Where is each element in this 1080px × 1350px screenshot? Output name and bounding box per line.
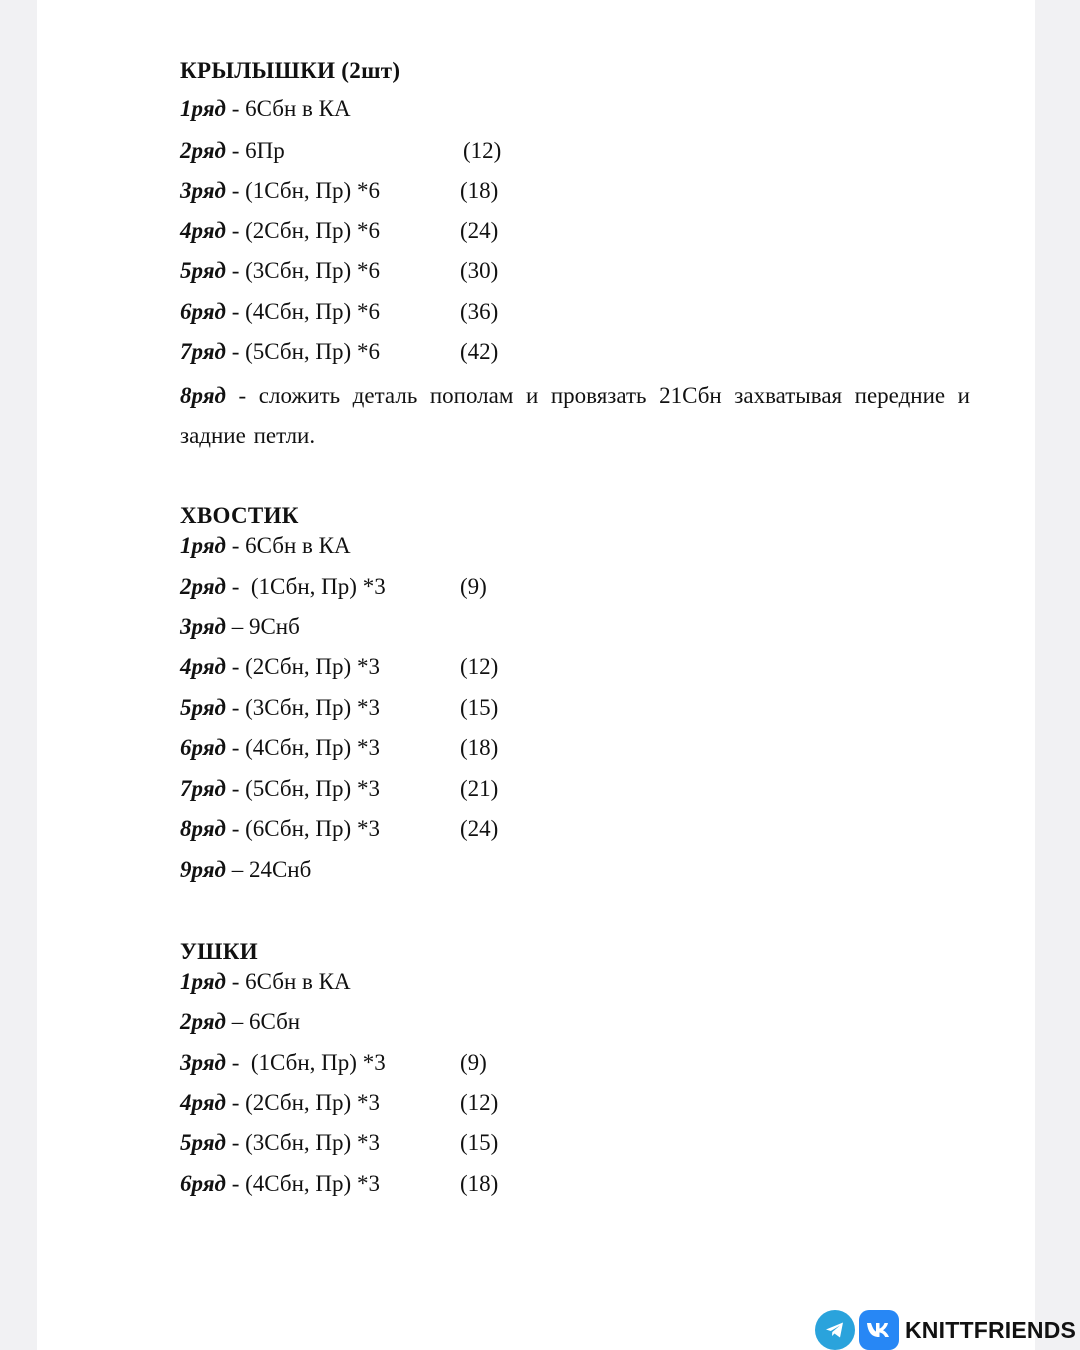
pattern-row	[180, 218, 970, 248]
pattern-row	[180, 857, 970, 887]
pattern-row	[180, 1050, 970, 1080]
section-title: УШКИ	[180, 939, 258, 964]
row-label: 1ряд	[180, 96, 226, 121]
row-count: (42)	[460, 339, 499, 364]
row-separator: -	[225, 735, 246, 760]
pattern-row	[180, 1130, 970, 1160]
row-label: 4ряд	[180, 218, 226, 243]
row-label: 1ряд	[180, 969, 226, 994]
brand-name: KNITTFRIENDS	[905, 1316, 1077, 1343]
row-label: 7ряд	[180, 776, 226, 801]
row-count: (24)	[460, 816, 499, 841]
row-separator: –	[225, 1009, 249, 1034]
pattern-row	[180, 1090, 970, 1120]
pattern-row	[180, 574, 970, 604]
row-count: (12)	[460, 654, 499, 679]
pattern-row	[180, 1171, 970, 1201]
row-instruction: (2Сбн, Пр) *3	[245, 1090, 380, 1115]
row-count: (18)	[460, 1171, 499, 1196]
row-separator: -	[225, 816, 246, 841]
row-count: (30)	[460, 258, 499, 283]
row-label: 7ряд	[180, 339, 226, 364]
section-title: КРЫЛЫШКИ (2шт)	[180, 58, 401, 83]
row-separator: -	[225, 1050, 251, 1075]
pattern-row	[180, 735, 970, 765]
row-instruction: сложить деталь пополам и провязать 21Сбн захватывая передние и	[258, 383, 970, 408]
row-instruction: (3Сбн, Пр) *3	[245, 1130, 380, 1155]
telegram-icon[interactable]	[815, 1310, 855, 1350]
pattern-row	[180, 299, 970, 329]
row-instruction: (1Сбн, Пр) *6	[245, 178, 380, 203]
row-count: (21)	[460, 776, 499, 801]
row-instruction: (4Сбн, Пр) *3	[245, 1171, 380, 1196]
row-instruction: 6Сбн в КА	[245, 969, 351, 994]
row-label: 8ряд	[180, 816, 226, 841]
row-label: 6ряд	[180, 1171, 226, 1196]
row-count: (15)	[460, 1130, 499, 1155]
section-wings	[180, 58, 970, 84]
row-separator: -	[225, 574, 251, 599]
row-instruction: (4Сбн, Пр) *3	[245, 735, 380, 760]
row-instruction: (5Сбн, Пр) *6	[245, 339, 380, 364]
pattern-row	[180, 654, 970, 684]
vk-icon[interactable]	[859, 1310, 899, 1350]
row-count: (9)	[460, 574, 487, 599]
row-label: 3ряд	[180, 1050, 226, 1075]
row-count: (12)	[460, 1090, 499, 1115]
row-separator: –	[225, 614, 249, 639]
section-tail	[180, 503, 970, 529]
row-label: 3ряд	[180, 178, 226, 203]
row-label: 2ряд	[180, 1009, 226, 1034]
row-instruction: (3Сбн, Пр) *3	[245, 695, 380, 720]
row-label: 6ряд	[180, 735, 226, 760]
row-instruction: (3Сбн, Пр) *6	[245, 258, 380, 283]
row-instruction: 6Пр	[245, 138, 285, 163]
row-separator: -	[225, 654, 246, 679]
row-count: (18)	[460, 735, 499, 760]
pattern-row	[180, 96, 970, 126]
row-separator: -	[225, 1090, 246, 1115]
row-label: 2ряд	[180, 574, 226, 599]
row-separator: -	[225, 96, 246, 121]
row-label: 5ряд	[180, 258, 226, 283]
row-instruction-continued: задние петли.	[180, 423, 316, 448]
row-separator: -	[225, 178, 246, 203]
row-label: 5ряд	[180, 695, 226, 720]
pattern-row	[180, 1009, 970, 1039]
row-label: 6ряд	[180, 299, 226, 324]
document-page	[37, 0, 1035, 1350]
row-instruction: (1Сбн, Пр) *3	[250, 574, 386, 599]
row-count: (9)	[460, 1050, 487, 1075]
row-separator: -	[225, 299, 246, 324]
row-separator: -	[225, 258, 246, 283]
vk-glyph	[865, 1321, 893, 1339]
pattern-row	[180, 816, 970, 846]
row-separator: -	[225, 1130, 246, 1155]
row-instruction: (1Сбн, Пр) *3	[250, 1050, 386, 1075]
row-label: 4ряд	[180, 1090, 226, 1115]
row-label: 3ряд	[180, 614, 226, 639]
pattern-row	[180, 614, 970, 644]
pattern-row	[180, 776, 970, 806]
row-separator: -	[225, 969, 246, 994]
row-separator: -	[225, 533, 246, 558]
pattern-row	[180, 178, 970, 208]
row-instruction: (6Сбн, Пр) *3	[245, 816, 380, 841]
row-count: (15)	[460, 695, 499, 720]
pattern-row	[180, 969, 970, 999]
row-separator: -	[225, 1171, 246, 1196]
pattern-row	[180, 533, 970, 563]
row-label: 5ряд	[180, 1130, 226, 1155]
row-separator: -	[225, 339, 246, 364]
pattern-row	[180, 339, 970, 369]
row-label: 2ряд	[180, 138, 226, 163]
row-count: (24)	[460, 218, 499, 243]
row-separator: -	[225, 138, 246, 163]
row-count: (12)	[463, 138, 502, 163]
pattern-row	[180, 258, 970, 288]
row-separator: -	[225, 383, 259, 408]
row-instruction: 6Сбн	[248, 1009, 301, 1034]
pattern-row	[180, 138, 970, 168]
row-instruction: (2Сбн, Пр) *6	[245, 218, 380, 243]
row-separator: -	[225, 218, 246, 243]
row-instruction: (2Сбн, Пр) *3	[245, 654, 380, 679]
row-instruction: 24Снб	[248, 857, 312, 882]
row-count: (18)	[460, 178, 499, 203]
row-separator: -	[225, 776, 246, 801]
row-instruction: 9Снб	[248, 614, 300, 639]
pattern-row	[180, 695, 970, 725]
row-count: (36)	[460, 299, 499, 324]
row-label: 1ряд	[180, 533, 226, 558]
row-label: 4ряд	[180, 654, 226, 679]
row-instruction: 6Сбн в КА	[245, 533, 351, 558]
row-separator: –	[225, 857, 249, 882]
section-title: ХВОСТИК	[180, 503, 299, 528]
pattern-row-long	[180, 376, 970, 456]
brand-badge[interactable]	[815, 1310, 1076, 1350]
row-label: 8ряд	[180, 383, 226, 408]
row-instruction: (5Сбн, Пр) *3	[245, 776, 380, 801]
row-instruction: (4Сбн, Пр) *6	[245, 299, 380, 324]
row-label: 9ряд	[180, 857, 226, 882]
telegram-glyph	[823, 1318, 847, 1342]
row-instruction: 6Сбн в КА	[245, 96, 351, 121]
section-ears	[180, 939, 970, 965]
row-separator: -	[225, 695, 246, 720]
